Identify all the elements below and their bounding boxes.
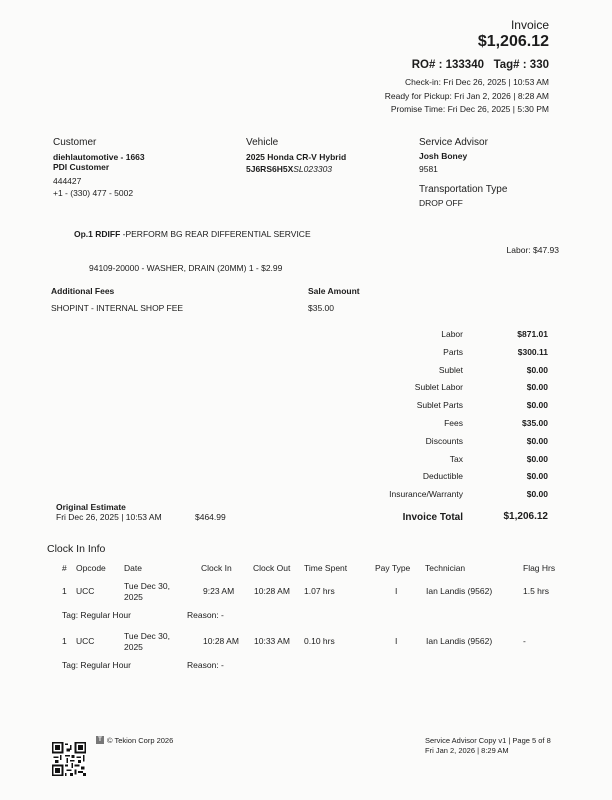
totals-row-parts [350,347,560,359]
cell-opcode: UCC [76,636,95,646]
cell-date-line2: 2025 [124,642,143,652]
copy-info: Service Advisor Copy v1 | Page 5 of 8 [425,736,551,745]
document-title: Invoice [510,18,549,32]
operation-code: Op.1 RDIFF [74,229,121,239]
table-row [0,630,612,676]
col-header-clock-in: Clock In [201,563,232,573]
vehicle-vin [246,164,332,174]
totals-value: $0.00 [526,382,548,393]
totals-label: Labor [441,329,463,339]
qr-code-icon [52,742,86,776]
totals-label: Fees [444,418,463,428]
col-header-clock-out: Clock Out [253,563,291,573]
promise-time: Promise Time: Fri Dec 26, 2025 | 5:30 PM [390,104,549,114]
customer-heading: Customer [53,137,97,148]
tekion-logo-icon: T [96,736,104,744]
cell-clock-out: 10:28 AM [254,586,290,596]
cell-num: 1 [62,586,67,596]
col-header-opcode: Opcode [76,563,106,573]
totals-label: Parts [443,346,463,357]
col-header-date: Date [124,563,142,573]
advisor-name: Josh Boney [419,151,468,161]
cell-date-line1: Tue Dec 30, [124,581,170,591]
cell-technician: Ian Landis (9562) [426,636,493,646]
estimate-date: Fri Dec 26, 2025 | 10:53 AM [56,512,162,522]
vin-suffix: SL023303 [293,164,333,174]
cell-technician: Ian Landis (9562) [426,586,493,596]
customer-phone: +1 - (330) 477 - 5002 [53,188,134,198]
totals-row-sublet [350,365,560,377]
totals-label: Tax [449,453,463,464]
cell-clock-in: 10:28 AM [203,636,239,646]
estimate-amount: $464.99 [195,512,226,522]
copyright-text: © Tekion Corp 2026 [107,736,174,745]
cell-pay-type: I [395,636,398,646]
totals-value: $0.00 [526,453,548,464]
customer-id: 444427 [53,176,82,186]
totals-label: Deductible [422,471,463,482]
totals-label: Discounts [425,435,463,446]
cell-reason: Reason: - [187,610,224,620]
sale-amount-col-header: Sale Amount [308,286,360,296]
cell-clock-in: 9:23 AM [203,586,235,596]
ro-tag-line [412,59,549,71]
totals-value: $871.01 [517,329,548,339]
cell-reason: Reason: - [187,660,224,670]
totals-row-sublet-labor [350,382,560,394]
totals-label: Sublet Parts [416,400,463,411]
cell-num: 1 [62,636,67,646]
totals-value: $0.00 [526,489,548,500]
transport-heading: Transportation Type [419,184,508,195]
operation-description: -PERFORM BG REAR DIFFERENTIAL SERVICE [120,229,311,239]
advisor-heading: Service Advisor [419,137,488,148]
transport-value: DROP OFF [419,198,463,208]
totals-row-sublet-parts [350,400,560,412]
col-header-time-spent: Time Spent [304,563,348,573]
vin-prefix: 5J6RS6H5X [246,164,294,174]
totals-row-tax [350,454,560,466]
cell-time-spent: 1.07 hrs [304,586,335,596]
checkin-time: Check-in: Fri Dec 26, 2025 | 10:53 AM [405,77,549,87]
col-header-technician: Technician [425,563,466,573]
cell-flag-hrs: 1.5 hrs [523,586,549,596]
totals-row-discounts [350,436,560,448]
col-header-pay-type: Pay Type [375,563,411,573]
operation-labor: Labor: $47.93 [506,245,559,255]
totals-row-deductible [350,471,560,483]
ready-time: Ready for Pickup: Fri Jan 2, 2026 | 8:28 AM [384,91,549,101]
cell-flag-hrs: - [523,636,526,646]
col-header-num: # [62,563,67,573]
fee-row-amount: $35.00 [308,303,334,313]
totals-row-insurance [350,489,560,501]
print-date: Fri Jan 2, 2026 | 8:29 AM [425,746,509,755]
totals-value: $0.00 [526,471,548,482]
totals-label: Sublet Labor [414,382,463,393]
totals-label: Insurance/Warranty [389,489,463,500]
operation-line [74,229,311,239]
col-header-flag-hrs: Flag Hrs [523,563,556,573]
vehicle-heading: Vehicle [246,137,279,148]
table-row [0,580,612,626]
customer-type: PDI Customer [53,162,110,172]
operation-part: 94109-20000 - WASHER, DRAIN (20MM) 1 - $2.99 [89,263,283,273]
totals-value: $35.00 [522,418,548,428]
totals-value: $0.00 [526,400,548,411]
fees-col-header: Additional Fees [51,286,115,296]
totals-value: $0.00 [526,435,548,446]
vehicle-model: 2025 Honda CR-V Hybrid [246,152,347,162]
tag-number: Tag# : 330 [493,59,549,71]
totals-label: Sublet [438,364,463,375]
invoice-total-label: Invoice Total [402,512,463,523]
clock-heading: Clock In Info [47,543,106,555]
cell-opcode: UCC [76,586,95,596]
header-total: $1,206.12 [477,33,549,50]
customer-name: diehlautomotive - 1663 [53,152,145,162]
totals-row-fees [350,418,560,430]
cell-time-spent: 0.10 hrs [304,636,335,646]
cell-pay-type: I [395,586,398,596]
cell-clock-out: 10:33 AM [254,636,290,646]
cell-date-line1: Tue Dec 30, [124,631,170,641]
totals-row-labor [350,329,560,341]
ro-number: RO# : 133340 [411,59,484,71]
invoice-total-value: $1,206.12 [503,511,548,522]
cell-date-line2: 2025 [124,592,143,602]
totals-value: $0.00 [526,364,548,375]
estimate-heading: Original Estimate [56,502,126,512]
cell-tag: Tag: Regular Hour [62,610,131,620]
clock-table-header [0,563,612,577]
totals-value: $300.11 [517,346,548,357]
advisor-number: 9581 [419,164,438,174]
cell-tag: Tag: Regular Hour [62,660,131,670]
fee-row-name: SHOPINT - INTERNAL SHOP FEE [51,303,184,313]
